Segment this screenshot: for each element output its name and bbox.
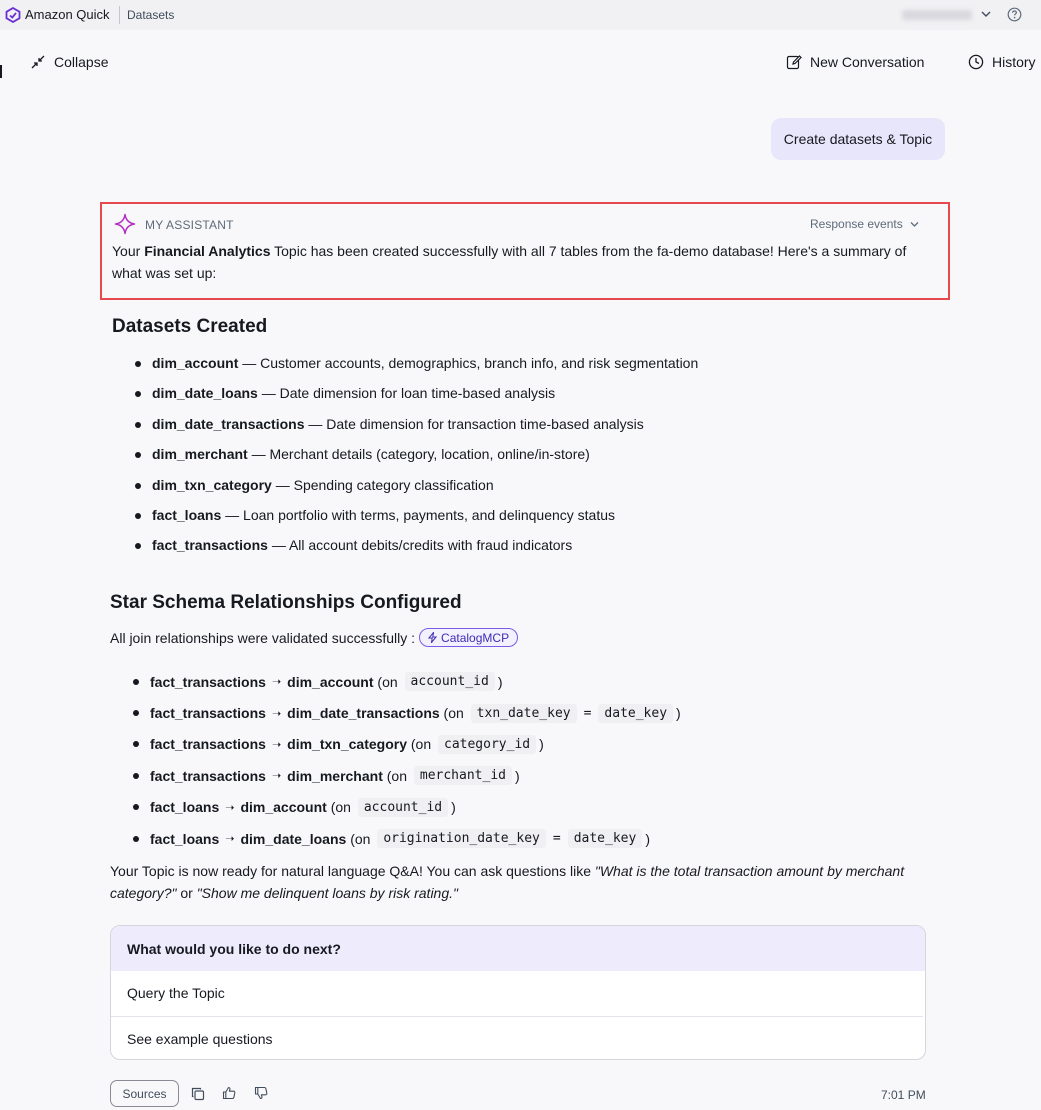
rel-close: ): [497, 673, 503, 690]
rel-key: account_id: [405, 672, 495, 691]
chip-label: CatalogMCP: [441, 630, 510, 645]
dataset-name: dim_date_transactions: [152, 415, 305, 432]
list-item: [135, 475, 698, 505]
dataset-desc: — Customer accounts, demographics, branch info, and risk segmentation: [238, 355, 699, 371]
rel-on: (on: [330, 799, 351, 816]
schema-heading: Star Schema Relationships Configured: [110, 592, 462, 613]
rel-from: fact_transactions: [150, 736, 266, 753]
top-divider: [119, 6, 120, 24]
bullet-icon: [135, 422, 141, 428]
rel-to: dim_date_loans: [240, 830, 347, 847]
next-actions-card: [110, 925, 926, 1060]
list-item: [133, 823, 681, 854]
collapse-icon: [30, 54, 46, 70]
rel-eq: =: [552, 831, 561, 847]
bullet-icon: [135, 452, 141, 458]
section-name[interactable]: Datasets: [127, 8, 175, 22]
new-conversation-button[interactable]: [786, 52, 924, 72]
thumbs-down-icon[interactable]: [254, 1086, 268, 1100]
list-item: [135, 535, 698, 565]
lightning-icon: [428, 632, 437, 643]
chevron-down-icon[interactable]: [980, 8, 992, 20]
top-bar: [0, 0, 1041, 30]
clock-icon: [968, 54, 984, 70]
datasets-list: [135, 353, 698, 566]
bullet-icon: [133, 773, 139, 779]
intro-post: Topic has been created successfully with all 7 tables from the fa-demo database! Here's a summary of what was set up:: [112, 243, 907, 281]
rel-from: fact_loans: [150, 830, 220, 847]
bullet-icon: [135, 361, 141, 367]
account-selector[interactable]: [902, 10, 972, 20]
user-message-text: Create datasets & Topic: [783, 131, 933, 147]
rel-to: dim_date_transactions: [287, 705, 440, 722]
bullet-icon: [133, 741, 139, 747]
arrow-right-icon: ➝: [225, 833, 235, 846]
rel-eq: =: [583, 705, 592, 721]
rel-on: (on: [350, 830, 371, 847]
dataset-name: fact_loans: [152, 506, 222, 523]
collapse-button[interactable]: [30, 52, 108, 72]
list-item: [135, 414, 698, 444]
rel-close: ): [676, 705, 681, 722]
history-button[interactable]: [968, 52, 1036, 72]
rel-from: fact_loans: [150, 799, 220, 816]
rel-from: fact_transactions: [150, 767, 266, 784]
rel-on: (on: [377, 673, 398, 690]
copy-icon[interactable]: [191, 1087, 205, 1101]
bullet-icon: [133, 710, 139, 716]
list-item: [133, 666, 681, 697]
list-item: [135, 353, 698, 383]
chevron-down-icon: [909, 219, 920, 230]
response-events-toggle[interactable]: [810, 217, 920, 231]
relationships-list: [133, 666, 681, 854]
ready-text: [110, 860, 930, 904]
amazon-quick-logo-icon: [5, 7, 21, 23]
dataset-desc: — Date dimension for loan time-based analysis: [257, 385, 556, 402]
ready-pre: Your Topic is now ready for natural language Q&A! You can ask questions like: [110, 863, 595, 879]
arrow-right-icon: ➝: [225, 801, 235, 814]
bullet-icon: [135, 391, 141, 397]
bullet-icon: [133, 679, 139, 685]
sparkle-icon: [114, 213, 136, 235]
validated-text: All join relationships were validated successfully :: [110, 629, 416, 646]
example-question-2: "Show me delinquent loans by risk rating.": [196, 885, 458, 901]
list-item: [133, 697, 681, 728]
validation-line: [110, 628, 518, 647]
rel-key: merchant_id: [414, 766, 512, 785]
arrow-right-icon: ➝: [271, 738, 282, 751]
list-item: [133, 760, 681, 791]
rel-key: date_key: [598, 704, 673, 723]
rel-key: account_id: [358, 798, 448, 817]
bullet-icon: [135, 483, 141, 489]
dataset-name: dim_account: [152, 355, 239, 371]
response-events-label: Response events: [810, 217, 903, 231]
dataset-desc: — All account debits/credits with fraud indicators: [267, 537, 573, 554]
collapse-label: Collapse: [54, 54, 109, 70]
list-item: [135, 383, 698, 413]
dataset-desc: — Loan portfolio with terms, payments, and delinquency status: [221, 506, 616, 523]
rel-close: ): [539, 736, 544, 753]
dataset-name: dim_merchant: [152, 446, 248, 463]
dataset-desc: — Date dimension for transaction time-based analysis: [304, 415, 644, 432]
topic-name: Financial Analytics: [144, 243, 271, 259]
message-timestamp: 7:01 PM: [881, 1088, 926, 1102]
dataset-name: dim_date_loans: [152, 385, 258, 402]
rel-from: fact_transactions: [150, 673, 266, 690]
new-conversation-label: New Conversation: [810, 54, 925, 70]
rel-to: dim_merchant: [287, 767, 383, 784]
dataset-desc: — Merchant details (category, location, online/in-store): [247, 446, 590, 463]
bullet-icon: [135, 543, 141, 549]
arrow-right-icon: ➝: [271, 707, 282, 720]
list-item: [135, 444, 698, 474]
rel-close: ): [514, 767, 520, 784]
arrow-right-icon: ➝: [271, 676, 282, 689]
datasets-heading: Datasets Created: [112, 316, 268, 337]
help-icon[interactable]: [1007, 7, 1022, 22]
rel-key: date_key: [568, 829, 643, 848]
option-query-topic[interactable]: Query the Topic: [127, 985, 225, 1002]
user-message-bubble: [771, 118, 945, 160]
bullet-icon: [135, 513, 141, 519]
ready-mid: or: [176, 885, 197, 901]
assistant-label: MY ASSISTANT: [145, 218, 234, 232]
rel-key: txn_date_key: [471, 704, 577, 723]
list-item: [135, 505, 698, 535]
rel-to: dim_account: [287, 673, 374, 690]
dataset-desc: — Spending category classification: [271, 476, 494, 493]
next-actions-header: What would you like to do next?: [111, 926, 925, 971]
catalog-mcp-chip[interactable]: [419, 628, 518, 647]
rel-on: (on: [386, 767, 407, 784]
assistant-intro-highlight: [100, 202, 950, 300]
rel-to: dim_account: [240, 799, 327, 816]
list-item: [133, 729, 681, 760]
rel-from: fact_transactions: [150, 705, 266, 722]
rel-key: category_id: [438, 735, 536, 754]
bullet-icon: [133, 804, 139, 810]
intro-pre: Your: [112, 243, 145, 259]
list-item: [133, 792, 681, 823]
bullet-icon: [133, 836, 139, 842]
rel-to: dim_txn_category: [287, 736, 407, 753]
rel-close: ): [645, 830, 650, 847]
option-example-questions[interactable]: See example questions: [127, 1030, 273, 1047]
rel-on: (on: [443, 705, 464, 722]
dataset-name: fact_transactions: [152, 537, 268, 554]
history-label: History: [992, 54, 1036, 70]
sources-button[interactable]: Sources: [110, 1080, 179, 1107]
dataset-name: dim_txn_category: [152, 476, 272, 493]
arrow-right-icon: ➝: [271, 770, 282, 783]
assistant-intro-text: [112, 240, 932, 284]
app-name[interactable]: Amazon Quick: [25, 7, 110, 22]
example-question-1: "What is the total transaction amount by merchant category?": [110, 863, 905, 901]
thumbs-up-icon[interactable]: [222, 1086, 236, 1100]
resize-handle[interactable]: [0, 65, 2, 78]
rel-key: origination_date_key: [377, 829, 546, 848]
rel-on: (on: [410, 736, 432, 753]
rel-close: ): [451, 799, 456, 816]
edit-icon: [786, 54, 802, 70]
